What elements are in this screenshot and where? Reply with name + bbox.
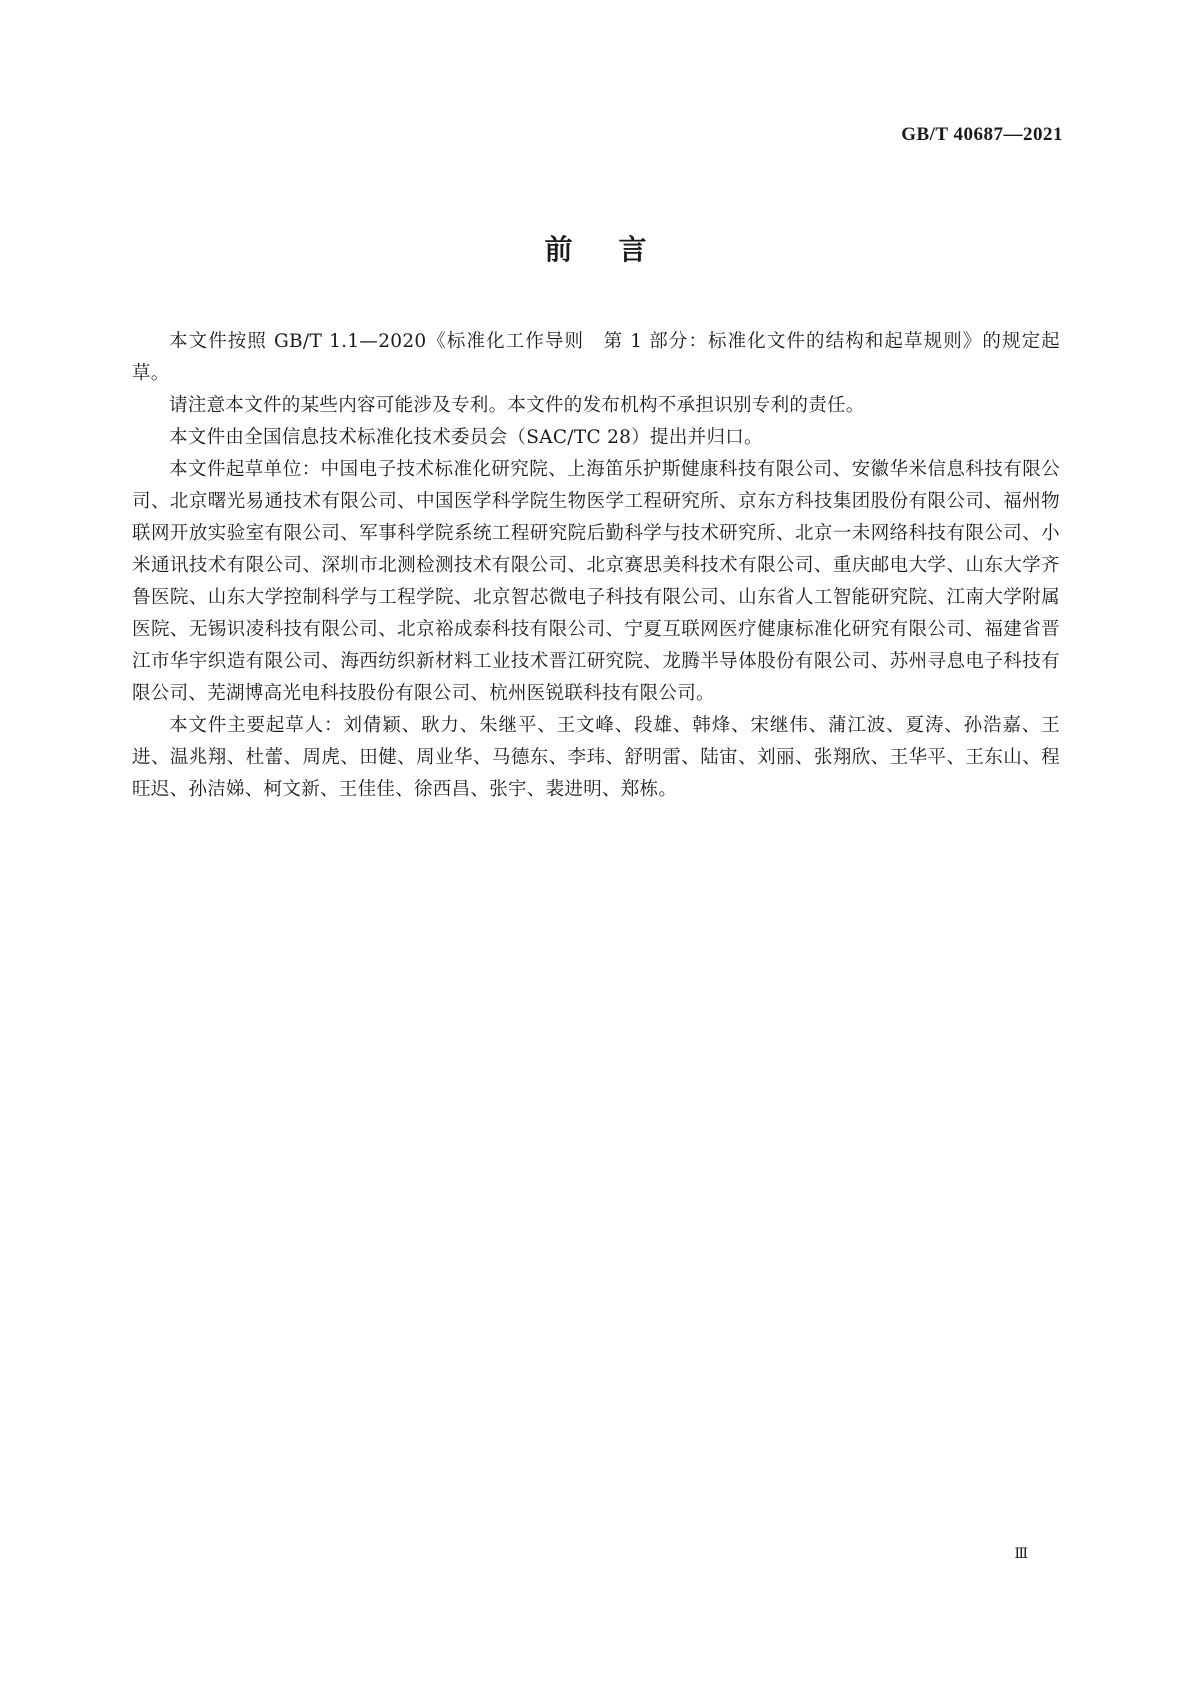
paragraph-proposer: 本文件由全国信息技术标准化技术委员会（SAC/TC 28）提出并归口。 [169,427,763,448]
page-number: Ⅲ [1014,1547,1028,1562]
paragraph-patent-notice: 请注意本文件的某些内容可能涉及专利。本文件的发布机构不承担识别专利的责任。 [169,395,865,416]
paragraph-drafting-units: 本文件起草单位：中国电子技术标准化研究院、上海笛乐护斯健康科技有限公司、安徽华米信息科技有限公司、北京曙光易通技术有限公司、中国医学科学院生物医学工程研究所、京东方科技集团股份有限公司、福州物联网开放实验室有限公司、军事科学院系统工程研究院后勤科学与技术研究所、北京一未网络科技有限公司、小米通讯技术有限公司、深圳市北测检测技术有限公司、北京赛思美科技术有限公司、重庆邮电大学、山东大学齐鲁医院、山东大学控制科学与工程学院、北京智芯微电子科技有限公司、山东省人工智能研究院、江南大学附属医院、无锡识凌科技有限公司、北京裕成泰科技有限公司、宁夏互联网医疗健康标准化研究有限公司、福建省晋江市华宇织造有限公司、海西纺织新材料工业技术晋江研究院、龙腾半导体股份有限公司、苏州寻息电子科技有限公司、芜湖博高光电科技股份有限公司、杭州医锐联科技有限公司。 [132,459,1060,704]
foreword-body [132,326,1060,806]
standard-code: GB/T 40687—2021 [901,124,1063,145]
page-title: 前言 [544,233,693,266]
paragraph-drafting-rules: 本文件按照 GB/T 1.1—2020《标准化工作导则 第 1 部分：标准化文件的结构和起草规则》的规定起草。 [132,331,1060,384]
paragraph-drafters: 本文件主要起草人：刘倩颖、耿力、朱继平、王文峰、段雄、韩烽、宋继伟、蒲江波、夏涛、孙浩嘉、王进、温兆翔、杜蕾、周虎、田健、周业华、马德东、李玮、舒明雷、陆宙、刘丽、张翔欣、王华平、王东山、程旺迟、孙洁娣、柯文新、王佳佳、徐西昌、张宇、裴进明、郑栋。 [132,715,1060,800]
